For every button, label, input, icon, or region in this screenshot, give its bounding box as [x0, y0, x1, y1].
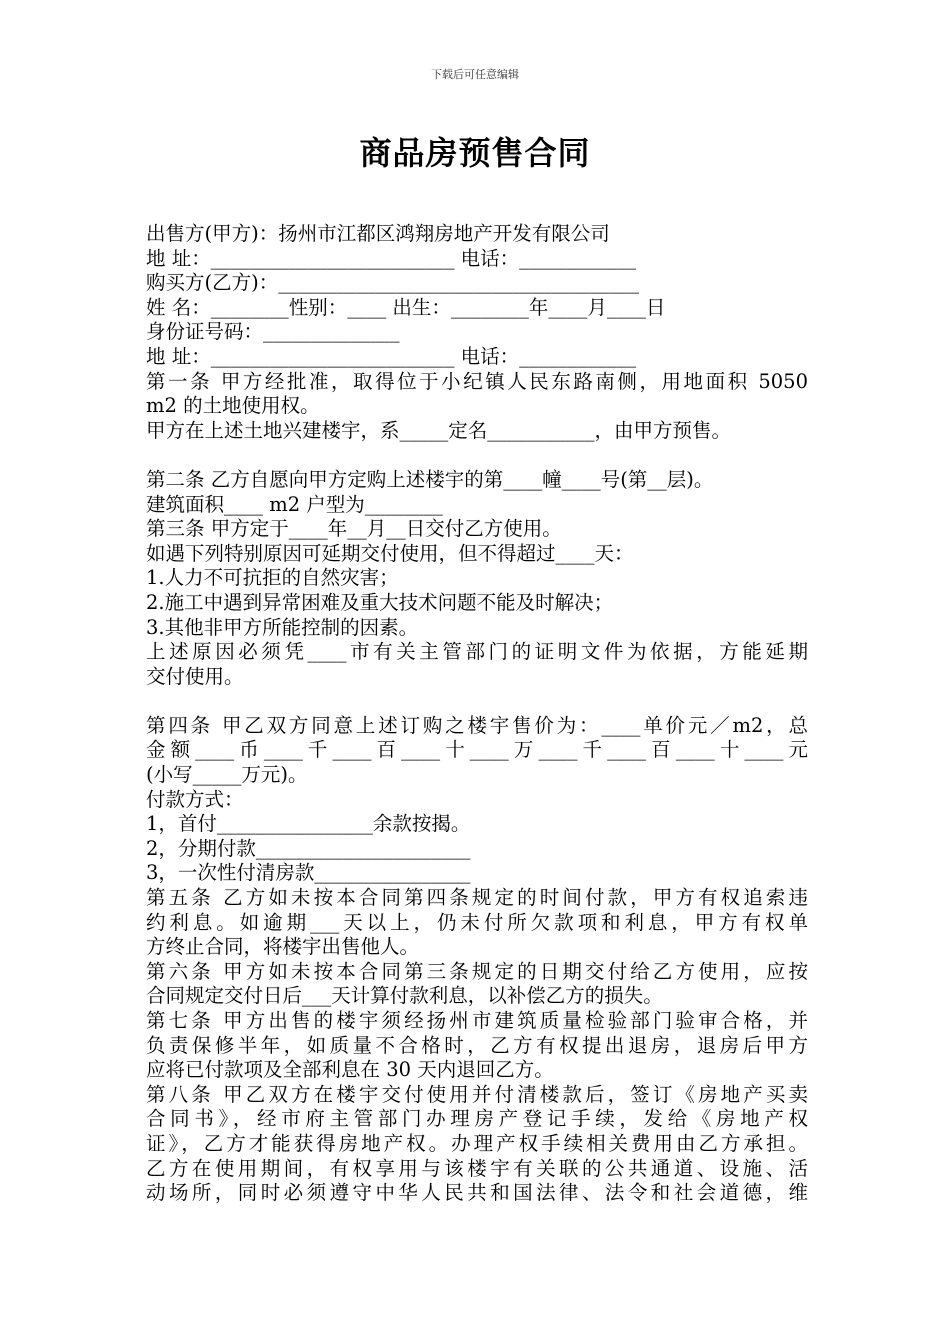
contract-line: 如遇下列特别原因可延期交付使用，但不得超过____天： [146, 541, 634, 565]
header-note: 下载后可任意编辑 [431, 68, 519, 81]
contract-line: 第二条 乙方自愿向甲方定购上述楼宇的第____幢____号(第__层)。 [146, 467, 714, 491]
contract-line: 方终止合同，将楼宇出售他人。 [146, 935, 420, 959]
contract-line: 3.其他非甲方所能控制的因素。 [146, 615, 419, 639]
contract-line: 2，分期付款______________________ [146, 836, 471, 860]
contract-line: 第五条 乙方如未按本合同第四条规定的时间付款，甲方有权追索违 [146, 886, 808, 910]
contract-line: 2.施工中遇到异常困难及重大技术问题不能及时解决； [146, 590, 614, 614]
contract-line: 1，首付________________余款按揭。 [146, 812, 471, 836]
contract-line: (小写_____万元)。 [146, 763, 308, 787]
contract-line: 建筑面积____ m2 户型为________ [146, 492, 443, 516]
contract-line: 姓 名：________性别：____ 出生：________年____月____日 [146, 295, 666, 319]
contract-line: 乙方在使用期间，有权享用与该楼宇有关联的公共通道、设施、活 [146, 1156, 808, 1180]
contract-line: 应将已付款项及全部利息在 30 天内退回乙方。 [146, 1058, 554, 1082]
contract-line: 甲方在上述土地兴建楼宇，系_____定名___________，由甲方预售。 [146, 418, 732, 442]
contract-line: 合同书》，经市府主管部门办理房产登记手续，发给《房地产权 [146, 1107, 808, 1131]
contract-line: 购买方(乙方)：_____________________________________ [146, 271, 639, 295]
contract-body [146, 222, 808, 1206]
contract-line: 约利息。如逾期___天以上，仍未付所欠款项和利息，甲方有权单 [146, 910, 808, 934]
contract-line: m2 的土地使用权。 [146, 394, 320, 418]
contract-line: 第三条 甲方定于____年__月__日交付乙方使用。 [146, 517, 562, 541]
blank-line [146, 689, 808, 714]
contract-line: 第七条 甲方出售的楼宇须经扬州市建筑质量检验部门验审合格，并 [146, 1009, 808, 1032]
contract-line: 合同规定交付日后___天计算付款利息，以补偿乙方的损失。 [146, 984, 663, 1008]
contract-line: 地 址：_________________________ 电话：____________ [146, 344, 637, 368]
contract-line: 第八条 甲乙双方在楼宇交付使用并付清楼款后，签订《房地产买卖 [146, 1082, 808, 1106]
contract-line: 上述原因必须凭____市有关主管部门的证明文件为依据，方能延期 [146, 640, 808, 664]
contract-line: 证》，乙方才能获得房地产权。办理产权手续相关费用由乙方承担。 [146, 1131, 808, 1155]
contract-line: 第六条 甲方如未按本合同第三条规定的日期交付给乙方使用，应按 [146, 959, 808, 983]
document-title: 商品房预售合同 [359, 134, 591, 172]
contract-line: 付款方式： [146, 787, 244, 811]
contract-line: 出售方(甲方)：扬州市江都区鸿翔房地产开发有限公司 [146, 222, 610, 245]
contract-line: 地 址：_________________________ 电话：____________ [146, 246, 637, 270]
contract-line: 1.人力不可抗拒的自然灾害； [146, 566, 399, 590]
contract-line: 3，一次性付清房款________________ [146, 861, 471, 885]
contract-line: 交付使用。 [146, 664, 244, 688]
contract-line: 动场所，同时必须遵守中华人民共和国法律、法令和社会道德，维 [146, 1181, 808, 1205]
contract-line: 第四条 甲乙双方同意上述订购之楼宇售价为：____单价元／m2，总 [146, 713, 808, 737]
contract-line: 金额____币____千____百____十____万____千____百____十____元 [146, 738, 808, 762]
contract-line: 第一条 甲方经批准，取得位于小纪镇人民东路南侧，用地面积 5050 [146, 369, 808, 393]
contract-line: 身份证号码：______________ [146, 320, 400, 344]
blank-line [146, 443, 808, 468]
contract-line: 负责保修半年，如质量不合格时，乙方有权提出退房，退房后甲方 [146, 1033, 808, 1057]
